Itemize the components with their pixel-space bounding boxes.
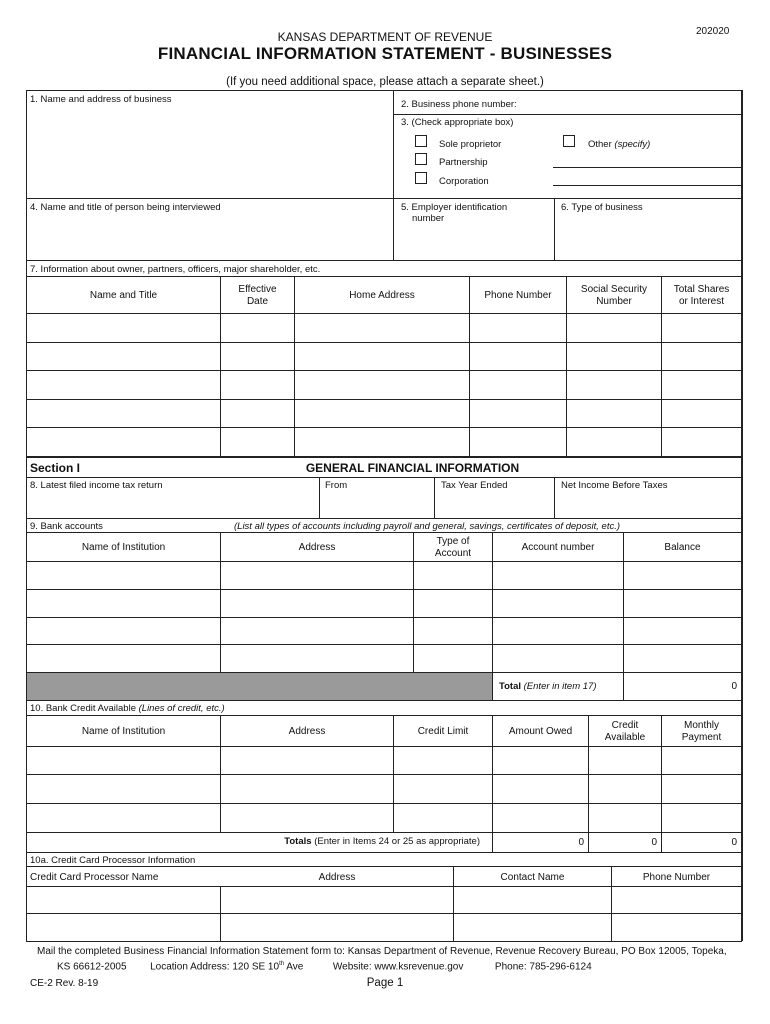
bank-credit-table-body[interactable] (27, 747, 741, 832)
col-header-address: Address (298, 542, 336, 553)
mailing-instructions: Mail the completed Business Financial Information Statement form to: Kansas Department of Revenue, Revenue Recovery Bureau, PO Box 12005, Topeka, (37, 946, 727, 957)
check-box-label: 3. (Check appropriate box) (401, 117, 514, 128)
sole-proprietor-label: Sole proprietor (439, 139, 502, 150)
col-header-processor-name: Credit Card Processor Name (30, 872, 159, 883)
business-name-label: 1. Name and address of business (30, 94, 172, 105)
rule (492, 672, 493, 700)
net-income-field[interactable] (557, 493, 739, 516)
rule (26, 260, 742, 261)
rule (26, 518, 742, 519)
rule (741, 456, 743, 518)
interviewee-field[interactable] (30, 216, 388, 256)
col-header-name-title: Name and Title (89, 290, 158, 301)
col-header-balance: Balance (664, 542, 701, 553)
section-title: GENERAL FINANCIAL INFORMATION (305, 461, 520, 475)
col-header-processor-address: Address (318, 872, 356, 883)
col-header-effective-date: Effective Date (238, 284, 277, 307)
tax-year-ended-label: Tax Year Ended (441, 480, 508, 491)
col-header-phone: Phone Number (484, 290, 552, 301)
other-checkbox[interactable] (563, 135, 575, 147)
rule (26, 832, 742, 833)
rule (26, 852, 742, 853)
interviewee-label: 4. Name and title of person being interviewed (30, 202, 221, 213)
rule (26, 866, 742, 867)
shaded-area (27, 673, 492, 700)
from-field[interactable] (322, 493, 432, 516)
rule (26, 198, 742, 199)
business-phone-field[interactable] (530, 96, 738, 112)
rule (26, 715, 742, 716)
rule (393, 114, 742, 115)
rule (554, 198, 555, 260)
other-label: Other (specify) (588, 139, 651, 150)
col-header-credit-institution: Name of Institution (81, 726, 166, 737)
business-type-label: 6. Type of business (561, 202, 643, 213)
col-header-credit-available: Credit Available (604, 720, 646, 743)
rule (26, 90, 27, 260)
net-income-label: Net Income Before Taxes (561, 480, 668, 491)
col-header-monthly-payment: Monthly Payment (681, 720, 722, 743)
col-header-total-shares: Total Shares or Interest (673, 284, 730, 307)
bank-total-value[interactable]: 0 (731, 681, 737, 692)
bank-accounts-note: (List all types of accounts including payroll and general, savings, certificates of deposit, etc.) (234, 521, 621, 532)
corporation-checkbox[interactable] (415, 172, 427, 184)
mailing-address-line: KS 66612-2005 Location Address: 120 SE 10th Ave Website: www.ksrevenue.gov Phone: 785-296-6124 (57, 961, 592, 973)
col-header-account-number: Account number (521, 542, 595, 553)
rule (434, 477, 435, 518)
col-header-credit-limit: Credit Limit (417, 726, 469, 737)
credit-totals-label: Totals (Enter in Items 24 or 25 as appropriate) (284, 836, 480, 847)
owners-section-label: 7. Information about owner, partners, officers, major shareholder, etc. (30, 264, 321, 275)
rule (26, 532, 742, 533)
partnership-label: Partnership (439, 157, 488, 168)
section-label: Section I (30, 461, 81, 475)
form-revision: CE-2 Rev. 8-19 (30, 978, 99, 989)
tax-return-label: 8. Latest filed income tax return (30, 480, 163, 491)
owners-table-body[interactable] (27, 314, 741, 456)
col-header-institution: Name of Institution (81, 542, 166, 553)
rule (26, 700, 742, 701)
sole-proprietor-checkbox[interactable] (415, 135, 427, 147)
rule (26, 456, 742, 458)
rule (741, 852, 743, 941)
total-monthly-payment[interactable]: 0 (731, 837, 737, 848)
col-header-credit-address: Address (288, 726, 326, 737)
card-processor-table-body[interactable] (27, 887, 741, 941)
phone-label: 2. Business phone number: (401, 99, 517, 110)
business-type-field[interactable] (559, 216, 737, 256)
tax-year-ended-field[interactable] (437, 493, 552, 516)
col-header-home-address: Home Address (349, 290, 415, 301)
ein-field[interactable] (398, 228, 550, 256)
card-processor-label: 10a. Credit Card Processor Information (30, 855, 196, 866)
business-name-field[interactable] (30, 108, 388, 194)
rule (26, 477, 742, 478)
from-label: From (325, 480, 348, 491)
total-amount-owed[interactable]: 0 (578, 837, 584, 848)
department-name: KANSAS DEPARTMENT OF REVENUE (277, 30, 493, 44)
rule (554, 477, 555, 518)
ein-label: 5. Employer identification number (401, 202, 508, 224)
rule (393, 90, 394, 260)
col-header-processor-phone: Phone Number (642, 872, 711, 883)
col-header-amount-owed: Amount Owed (508, 726, 573, 737)
page-number: Page 1 (366, 977, 404, 989)
rule (26, 456, 27, 518)
form-title: FINANCIAL INFORMATION STATEMENT - BUSINESSES (157, 44, 613, 63)
col-header-account-type: Type of Account (434, 536, 472, 559)
form-subtitle: (If you need additional space, please attach a separate sheet.) (226, 76, 544, 88)
bank-total-label: Total (Enter in item 17) (499, 681, 597, 692)
bank-credit-label: 10. Bank Credit Available (Lines of credit, etc.) (30, 703, 225, 714)
rule (26, 941, 742, 942)
bank-accounts-table-body[interactable] (27, 562, 741, 672)
other-specify-line (553, 185, 742, 186)
total-credit-available[interactable]: 0 (651, 837, 657, 848)
col-header-contact-name: Contact Name (500, 872, 565, 883)
partnership-checkbox[interactable] (415, 153, 427, 165)
col-header-ssn: Social Security Number (580, 284, 648, 307)
rule (741, 90, 743, 260)
form-code: 202020 (696, 26, 730, 37)
rule (319, 477, 320, 518)
rule (26, 276, 742, 277)
bank-accounts-label: 9. Bank accounts (30, 521, 103, 532)
rule (741, 700, 743, 852)
corporation-label: Corporation (439, 176, 489, 187)
other-specify-field[interactable] (553, 152, 739, 184)
rule (26, 90, 742, 91)
